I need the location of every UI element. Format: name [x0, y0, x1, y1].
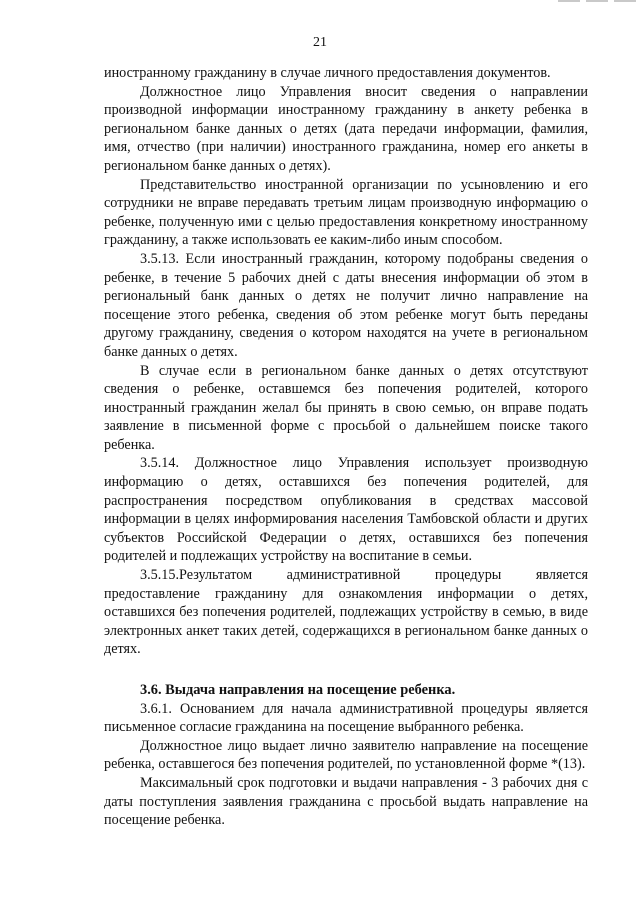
paragraph-3-5-13: 3.5.13. Если иностранный гражданин, которому подобраны сведения о ребенке, в течение 5 рабочих дней с даты внесения информации об этом в региональный банк данных о детях не получит лично направление на посещение этого ребенка, сведения об этом ребенке могут быть переданы другому гражданину, сведения о котором находятся на учете в региональном банке данных о детях.	[104, 250, 588, 360]
section-heading: 3.6. Выдача направления на посещение ребенка.	[140, 682, 456, 698]
scan-edge-marks	[558, 0, 636, 2]
scan-mark	[614, 0, 636, 2]
page-number: 21	[313, 35, 327, 50]
scan-mark	[586, 0, 608, 2]
paragraph: Должностное лицо Управления вносит сведения о направлении производной информации иностранному гражданину в анкету ребенка в региональном банке данных о детях (дата передачи информации, фамилия, имя, отчество (при наличии) иностранного гражданина, номер его анкеты в региональном банке данных о детях).	[104, 83, 588, 174]
paragraph-continuation: иностранному гражданину в случае личного предоставления документов.	[104, 65, 551, 81]
document-body	[104, 64, 588, 830]
paragraph: Максимальный срок подготовки и выдачи направления - 3 рабочих дня с даты поступления заявления гражданина с просьбой выдать направление на посещение ребенка.	[104, 774, 588, 829]
paragraph-3-6-1: 3.6.1. Основанием для начала административной процедуры является письменное согласие гражданина на посещение выбранного ребенка.	[104, 700, 588, 736]
paragraph-3-5-14: 3.5.14. Должностное лицо Управления использует производную информацию о детях, оставшихся без попечения родителей, для распространения посредством опубликования в средствах массовой информации в целях информирования населения Тамбовской области и других субъектов Российской Федерации о детях, оставшихся без попечения родителей и подлежащих устройству на воспитание в семьи.	[104, 455, 588, 565]
paragraph: В случае если в региональном банке данных о детях отсутствуют сведения о ребенке, оставшемся без попечения родителей, которого иностранный гражданин желал бы принять в свою семью, он вправе подать заявление в письменной форме с просьбой о дальнейшем поиске такого ребенка.	[104, 362, 588, 453]
scan-mark	[558, 0, 580, 2]
paragraph-3-5-15: 3.5.15.Результатом административной процедуры является предоставление гражданину для ознакомления информации о детях, оставшихся без попечения родителей, подлежащих устройству в семью, в виде электронных анкет таких детей, содержащихся в региональном банке данных о детях.	[104, 567, 588, 658]
paragraph: Представительство иностранной организации по усыновлению и его сотрудники не вправе передавать третьим лицам производную информацию о ребенке, полученную ими с целью предоставления конкретному иностранному гражданину, а также использовать ее каким-либо иным способом.	[104, 176, 588, 249]
paragraph: Должностное лицо выдает лично заявителю направление на посещение ребенка, оставшегося без попечения родителей, по установленной форме *(13).	[104, 737, 588, 773]
